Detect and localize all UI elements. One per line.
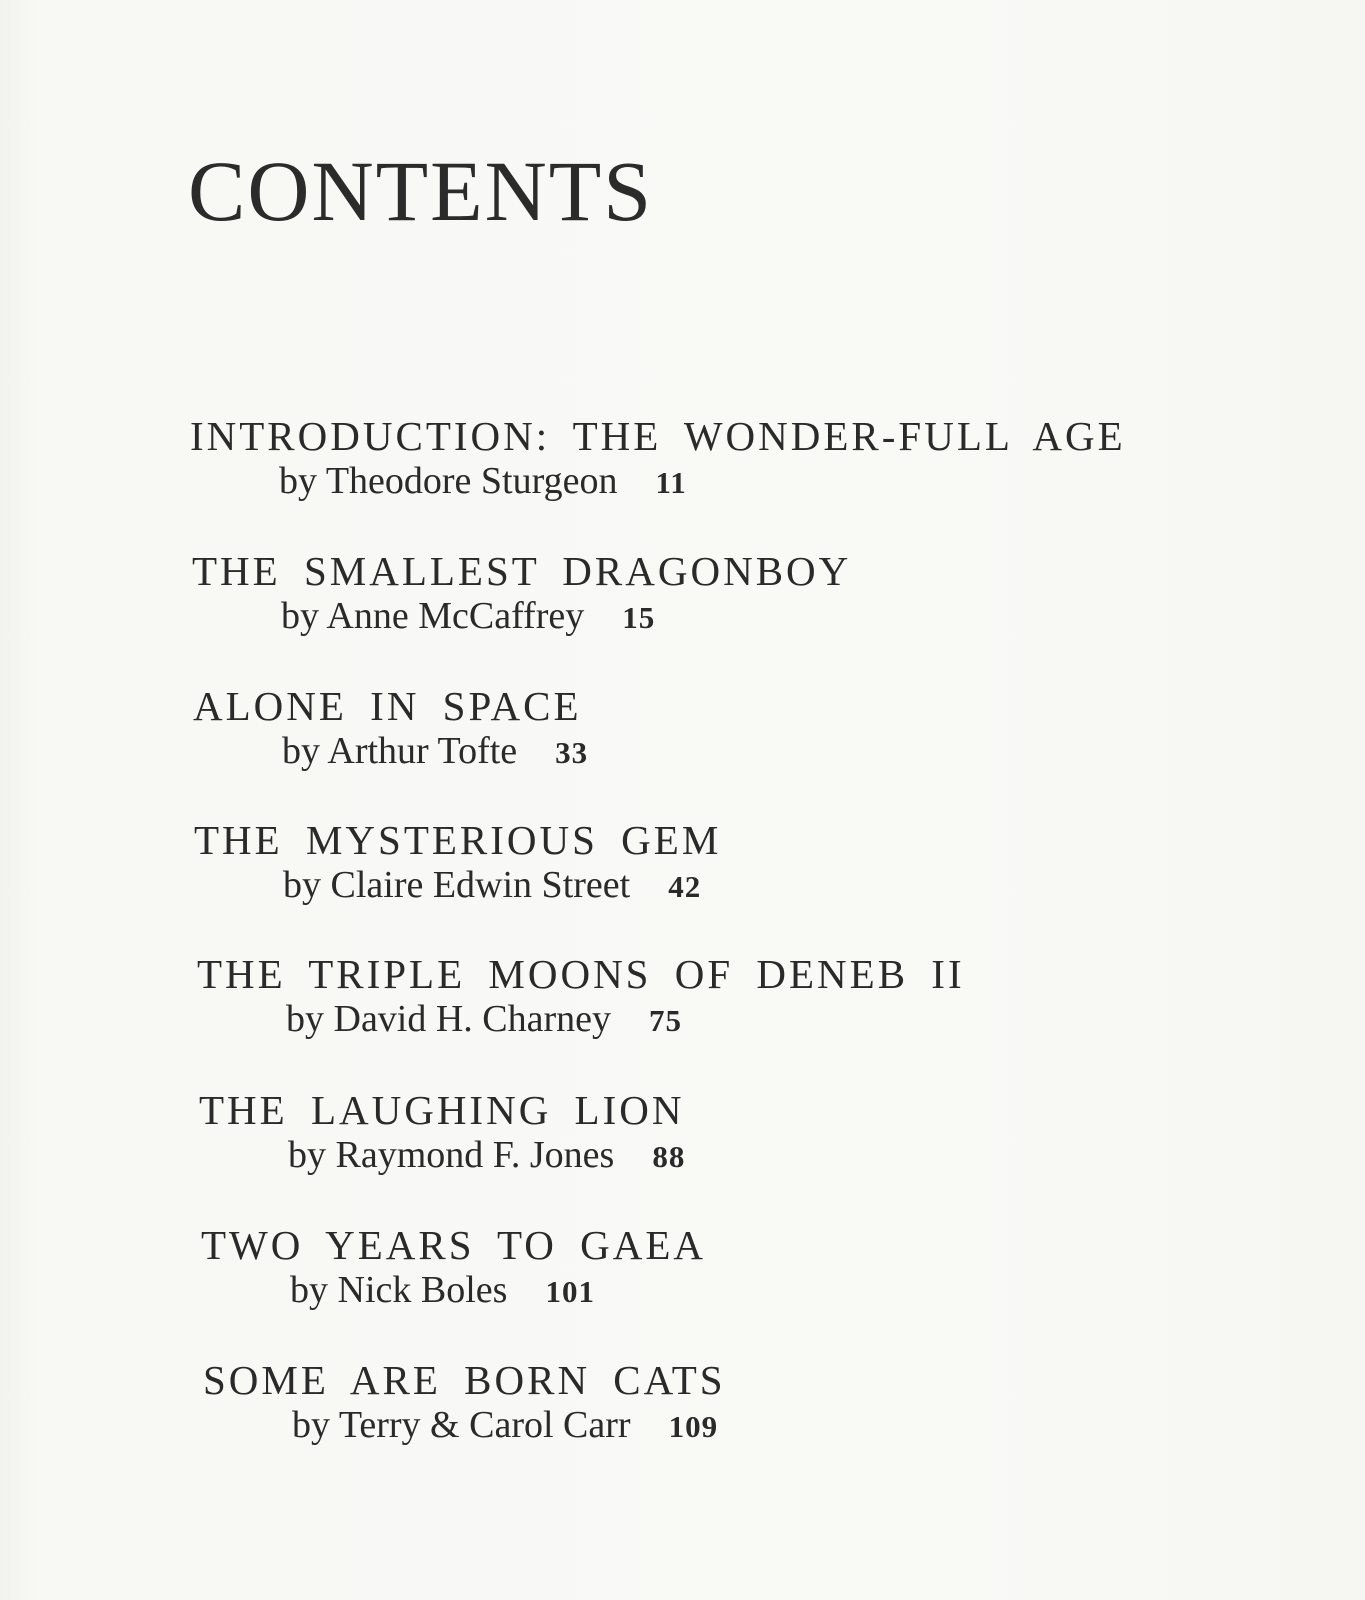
toc-entry-author: by Anne McCaffrey	[281, 595, 585, 637]
toc-entry	[199, 1087, 686, 1176]
toc-entry-page-number: 101	[545, 1274, 595, 1309]
toc-entry-byline	[288, 1136, 685, 1174]
toc-entry	[192, 548, 852, 637]
toc-entry-title: ALONE IN SPACE	[193, 683, 582, 729]
toc-entry-author: by Raymond F. Jones	[288, 1134, 615, 1176]
toc-entry-byline	[286, 1000, 965, 1038]
toc-entry-byline	[281, 597, 851, 635]
toc-entry-page-number: 33	[555, 735, 589, 770]
toc-entry	[197, 951, 965, 1040]
toc-entry-author: by Theodore Sturgeon	[279, 460, 618, 502]
page-title: CONTENTS	[188, 143, 654, 239]
toc-entry-page-number: 109	[668, 1409, 719, 1444]
toc-entry-byline	[292, 1406, 726, 1444]
toc-entry	[201, 1222, 707, 1311]
toc-entry-page-number: 11	[655, 465, 687, 500]
toc-entry-title: THE SMALLEST DRAGONBOY	[192, 548, 852, 594]
toc-entry-byline	[279, 462, 1126, 500]
toc-entry-byline	[290, 1271, 706, 1309]
toc-entry-byline	[283, 866, 721, 904]
toc-entry-page-number: 15	[622, 600, 656, 635]
toc-entry-title: THE TRIPLE MOONS OF DENEB II	[197, 951, 965, 997]
toc-entry-author: by Claire Edwin Street	[283, 864, 631, 906]
toc-entry	[194, 817, 722, 906]
toc-entry-author: by Nick Boles	[290, 1269, 508, 1311]
toc-entry	[190, 413, 1126, 502]
toc-entry-byline	[282, 732, 588, 770]
toc-entry-page-number: 75	[649, 1003, 683, 1038]
toc-entry-title: THE LAUGHING LION	[199, 1087, 685, 1133]
toc-entry	[203, 1357, 726, 1446]
toc-entry-title: THE MYSTERIOUS GEM	[194, 817, 722, 863]
toc-entry-author: by Arthur Tofte	[282, 730, 518, 772]
toc-entry-author: by David H. Charney	[286, 998, 612, 1040]
toc-entry	[193, 683, 589, 772]
toc-entry-author: by Terry & Carol Carr	[292, 1404, 631, 1446]
toc-entry-page-number: 88	[652, 1139, 686, 1174]
toc-entry-title: TWO YEARS TO GAEA	[201, 1222, 707, 1268]
toc-entry-page-number: 42	[668, 869, 702, 904]
toc-entry-title: SOME ARE BORN CATS	[203, 1357, 726, 1403]
toc-entry-title: INTRODUCTION: THE WONDER-FULL AGE	[190, 413, 1126, 459]
